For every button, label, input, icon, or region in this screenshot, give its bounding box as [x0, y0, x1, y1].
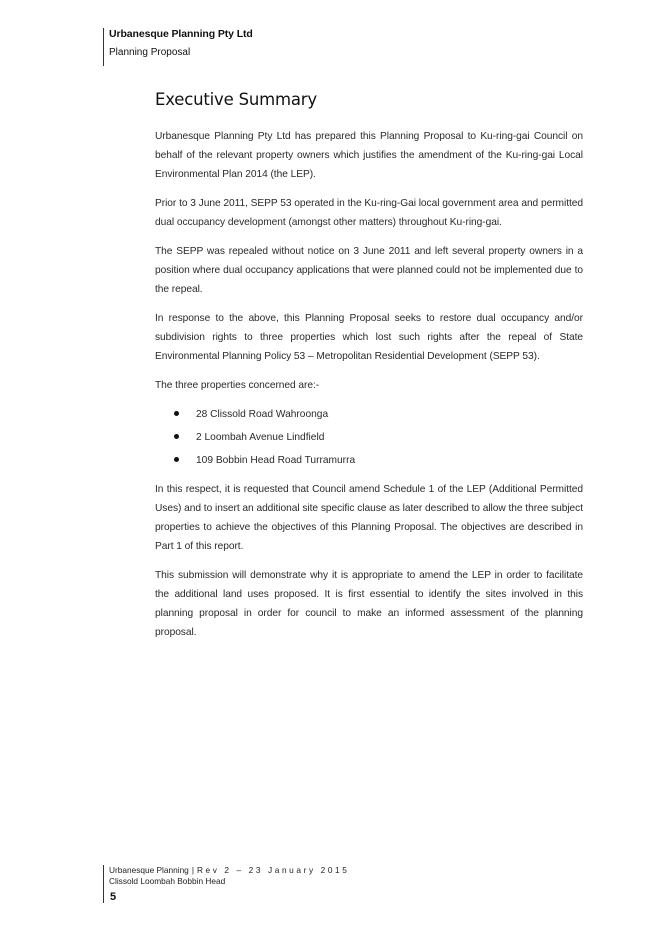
- property-address: 2 Loombah Avenue Lindfield: [196, 432, 325, 443]
- main-content: [155, 90, 583, 652]
- header-document-title: Planning Proposal: [109, 47, 191, 58]
- page-header: [103, 28, 404, 66]
- list-item: [155, 451, 583, 470]
- list-item: [155, 405, 583, 424]
- page-footer: [103, 865, 404, 903]
- paragraph-request: In this respect, it is requested that Council amend Schedule 1 of the LEP (Additional Permitted Uses) and to insert an additional site specific clause as later described to allow the three subject properties to achieve the objectives of this Planning Proposal. The objectives are described in Part 1 of this report.: [155, 484, 583, 552]
- footer-separator: |: [191, 865, 194, 875]
- paragraph-submission: This submission will demonstrate why it is appropriate to amend the LEP in order to facilitate the additional land uses proposed. It is first essential to identify the sites involved in this planning proposal in order for council to make an informed assessment of the planning proposal.: [155, 570, 583, 638]
- header-company-name: Urbanesque Planning Pty Ltd: [109, 28, 253, 40]
- footer-company: Urbanesque Planning: [109, 865, 189, 875]
- bullet-icon: [174, 457, 179, 462]
- property-address: 28 Clissold Road Wahroonga: [196, 409, 329, 420]
- bullet-icon: [174, 434, 179, 439]
- property-address: 109 Bobbin Head Road Turramurra: [196, 455, 356, 466]
- paragraph-intro: Urbanesque Planning Pty Ltd has prepared this Planning Proposal to Ku-ring-gai Council on behalf of the relevant property owners which justifies the amendment of the Ku-ring-gai Local Environmental Plan 2014 (the LEP).: [155, 131, 583, 180]
- footer-revision-line: [109, 865, 349, 875]
- footer-project: Clissold Loombah Bobbin Head: [109, 876, 226, 886]
- paragraph-sepp-history: Prior to 3 June 2011, SEPP 53 operated in the Ku-ring-Gai local government area and permitted dual occupancy development (amongst other matters) throughout Ku-ring-gai.: [155, 198, 583, 228]
- section-title: Executive Summary: [155, 90, 317, 109]
- list-item: [155, 428, 583, 447]
- page-number: 5: [110, 891, 117, 903]
- bullet-icon: [174, 411, 179, 416]
- properties-list: [155, 405, 583, 470]
- footer-revision: Rev 2 – 23 January 2015: [196, 865, 350, 875]
- paragraph-properties-intro: The three properties concerned are:-: [155, 380, 320, 391]
- paragraph-proposal-aim: In response to the above, this Planning Proposal seeks to restore dual occupancy and/or subdivision rights to three properties which lost such rights after the repeal of State Environmental Planning Policy 53 – Metropolitan Residential Development (SEPP 53).: [155, 313, 583, 362]
- paragraph-sepp-repeal: The SEPP was repealed without notice on 3 June 2011 and left several property owners in a position where dual occupancy applications that were planned could not be implemented due to the repeal.: [155, 246, 583, 295]
